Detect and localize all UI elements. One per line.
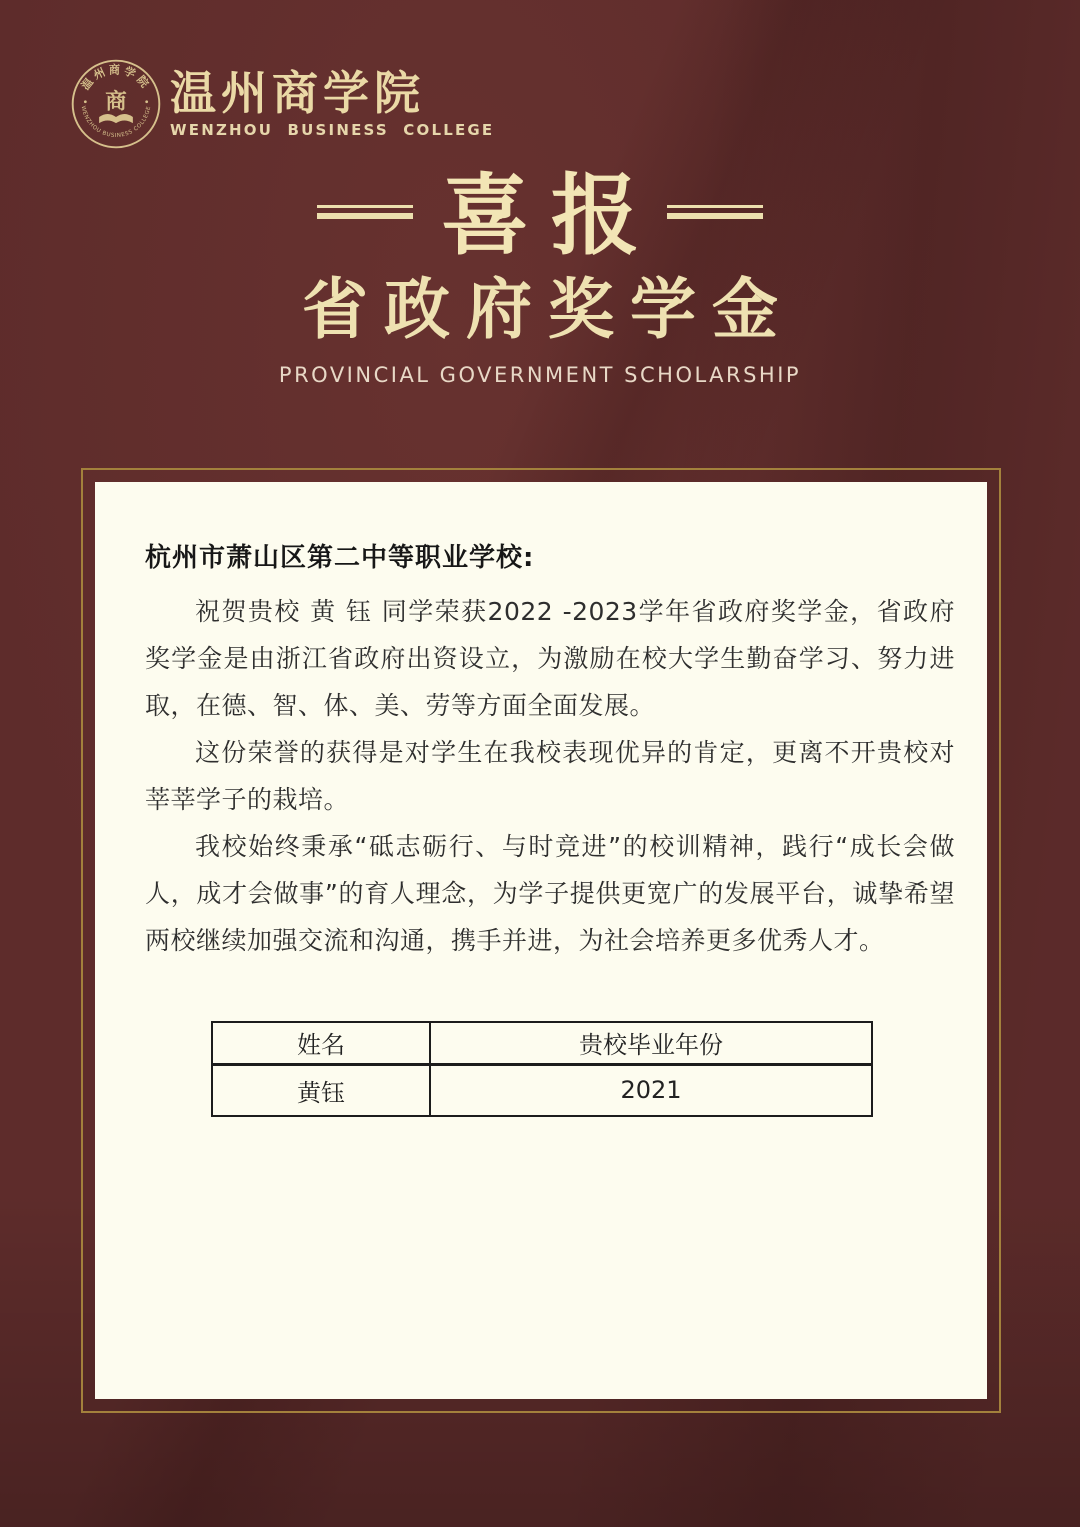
college-name-english: WENZHOU BUSINESS COLLEGE	[170, 121, 495, 140]
seal-bottom-text: WENZHOU BUSINESS COLLEGE	[79, 105, 153, 140]
graduation-year-cell: 2021	[430, 1064, 872, 1116]
college-name-chinese: 温州商学院	[170, 65, 425, 120]
table-header-graduation-year: 贵校毕业年份	[430, 1022, 872, 1064]
scholarship-title: 省政府奖学金	[302, 271, 794, 349]
letter-card	[95, 482, 987, 1399]
deco-line-thick	[317, 213, 413, 219]
main-title: 喜报	[440, 164, 661, 267]
letter-paragraph-1: 祝贺贵校 黄 钰 同学荣获2022 -2023学年省政府奖学金，省政府奖学金是由浙江省政府出资设立，为激励在校大学生勤奋学习、努力进取，在德、智、体、美、劳等方面全面发展。	[145, 597, 955, 720]
letter-paragraph-2: 这份荣誉的获得是对学生在我校表现优异的肯定，更离不开贵校对莘莘学子的栽培。	[145, 738, 955, 814]
college-brand	[70, 58, 494, 150]
seal-top-text: 温州商学院	[78, 63, 154, 93]
seal-right-dot	[145, 100, 148, 103]
scholar-name-cell: 黄钰	[212, 1064, 430, 1116]
deco-line-thin	[667, 205, 763, 208]
college-seal-logo	[70, 58, 162, 150]
deco-line-thick	[667, 213, 763, 219]
scholarship-title-english: PROVINCIAL GOVERNMENT SCHOLARSHIP	[278, 362, 802, 387]
table-row	[212, 1064, 872, 1116]
letter-salutation: 杭州市萧山区第二中等职业学校:	[145, 543, 535, 573]
seal-center-emblem: 商	[105, 89, 127, 115]
table-header-name: 姓名	[212, 1022, 430, 1064]
seal-open-book-icon	[99, 114, 133, 123]
main-title-row	[0, 164, 1080, 267]
college-name-block	[170, 65, 495, 140]
title-decoration-right	[667, 205, 763, 219]
scholar-table	[211, 1021, 873, 1117]
title-block	[0, 164, 1080, 387]
title-decoration-left	[317, 205, 413, 219]
letter-card-frame	[81, 468, 1001, 1413]
table-header-row	[212, 1022, 872, 1064]
letter-paragraph-3: 我校始终秉承“砥志砺行、与时竞进”的校训精神，践行“成长会做人，成才会做事”的育人理念，为学子提供更宽广的发展平台，诚挚希望两校继续加强交流和沟通，携手并进，为社会培养更多优秀人才。	[145, 832, 955, 955]
svg-text:温州商学院	[78, 62, 154, 92]
seal-left-dot	[84, 100, 87, 103]
deco-line-thin	[317, 205, 413, 208]
